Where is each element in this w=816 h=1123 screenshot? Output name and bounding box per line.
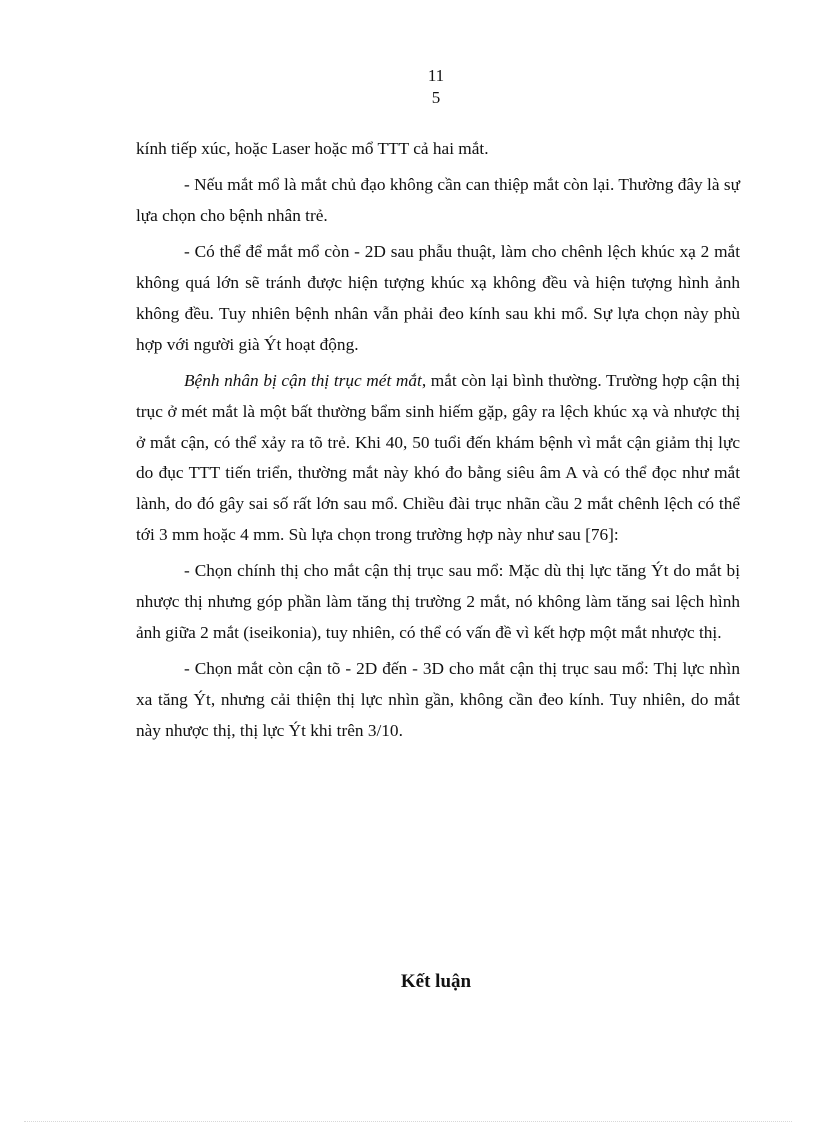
paragraph-axial-myopia (136, 366, 740, 551)
paragraph-residual-myopia-choice: - Chọn mắt còn cận tõ - 2D đến - 3D cho mắt cận thị trục sau mổ: Thị lực nhìn xa tăng Ýt, nhưng cải thiện thị lực nhìn gần, không cần đeo kính. Tuy nhiên, do mắt này nhược thị, thị lực Ýt khi trên 3/10. (136, 659, 740, 740)
document-body (136, 134, 740, 747)
page-number-top: 11 (427, 66, 445, 85)
page-bottom-divider (24, 1121, 792, 1122)
page-number-bottom: 5 (431, 88, 441, 107)
paragraph-continuation: kính tiếp xúc, hoặc Laser hoặc mổ TTT cả hai mắt. (136, 139, 489, 158)
italic-lead-phrase: Bệnh nhân bị cận thị trục mét mắt (184, 371, 422, 391)
paragraph-emmetropia-choice: - Chọn chính thị cho mắt cận thị trục sau mổ: Mặc dù thị lực tăng Ýt do mắt bị nhược thị nhưng góp phần làm tăng thị trường 2 mắt, nó không làm tăng sai lệch hình ảnh giữa 2 mắt (iseikonia), tuy nhiên, có thể có vấn đề vì kết hợp một mắt nhược thị. (136, 561, 740, 642)
section-title: Kết luận (400, 971, 472, 992)
paragraph-axial-myopia-text: , mắt còn lại bình thường. Trường hợp cận thị trục ở mét mắt là một bất thường bẩm sinh hiếm gặp, gây ra lệch khúc xạ và nhược thị ở mắt cận, có thể xảy ra tõ trẻ. Khi 40, 50 tuổi đến khám bệnh vì mắt cận giảm thị lực do đục TTT tiến triển, thường mắt này khó đo bằng siêu âm A và có thể đọc như mắt lành, do đó gây sai số rất lớn sau mổ. Chiều đài trục nhãn cầu 2 mắt chênh lệch có thể tới 3 mm hoặc 4 mm. Sù lựa chọn trong trường hợp này như sau [76]: (136, 371, 740, 545)
paragraph-residual-myopia: - Có thể để mắt mổ còn - 2D sau phẫu thuật, làm cho chênh lệch khúc xạ 2 mắt không quá lớn sẽ tránh được hiện tượng khúc xạ không đều và hiện tượng hình ảnh không đều. Tuy nhiên bệnh nhân vẫn phải đeo kính sau khi mổ. Sự lựa chọn này phù hợp với người già Ýt hoạt động. (136, 242, 740, 354)
paragraph-dominant-eye: - Nếu mắt mổ là mắt chủ đạo không cần can thiệp mắt còn lại. Thường đây là sự lựa chọn cho bệnh nhân trẻ. (136, 175, 740, 226)
